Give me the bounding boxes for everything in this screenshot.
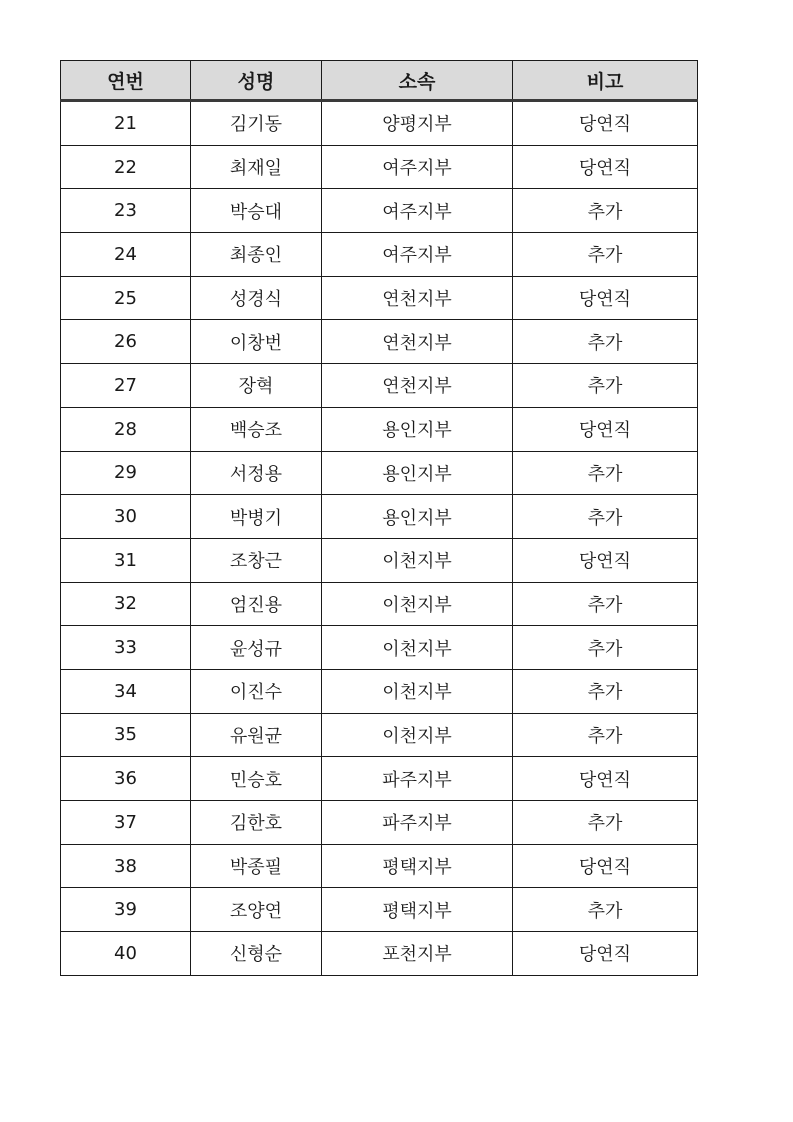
cell-affiliation: 이천지부 — [322, 582, 513, 626]
cell-remarks: 추가 — [513, 713, 698, 757]
cell-name: 신형순 — [191, 932, 322, 976]
cell-serial-number: 35 — [61, 713, 191, 757]
member-roster-table — [60, 60, 698, 976]
cell-name: 박승대 — [191, 189, 322, 233]
cell-affiliation: 용인지부 — [322, 407, 513, 451]
cell-remarks: 추가 — [513, 189, 698, 233]
table-row — [61, 276, 698, 320]
table-row — [61, 713, 698, 757]
cell-remarks: 당연직 — [513, 757, 698, 801]
cell-remarks: 당연직 — [513, 101, 698, 146]
cell-serial-number: 23 — [61, 189, 191, 233]
cell-serial-number: 28 — [61, 407, 191, 451]
cell-remarks: 추가 — [513, 364, 698, 408]
cell-remarks: 추가 — [513, 451, 698, 495]
table-header — [61, 61, 698, 101]
cell-name: 장혁 — [191, 364, 322, 408]
cell-serial-number: 29 — [61, 451, 191, 495]
cell-affiliation: 여주지부 — [322, 189, 513, 233]
cell-affiliation: 양평지부 — [322, 101, 513, 146]
cell-serial-number: 30 — [61, 495, 191, 539]
cell-name: 이진수 — [191, 669, 322, 713]
cell-serial-number: 36 — [61, 757, 191, 801]
table-row — [61, 582, 698, 626]
cell-remarks: 당연직 — [513, 407, 698, 451]
cell-serial-number: 40 — [61, 932, 191, 976]
cell-remarks: 추가 — [513, 669, 698, 713]
cell-affiliation: 이천지부 — [322, 538, 513, 582]
header-affiliation: 소속 — [322, 61, 513, 101]
cell-remarks: 추가 — [513, 233, 698, 277]
cell-serial-number: 37 — [61, 801, 191, 845]
cell-name: 유원균 — [191, 713, 322, 757]
cell-name: 김기동 — [191, 101, 322, 146]
cell-name: 박종필 — [191, 844, 322, 888]
cell-name: 민승호 — [191, 757, 322, 801]
cell-remarks: 추가 — [513, 888, 698, 932]
cell-serial-number: 26 — [61, 320, 191, 364]
cell-remarks: 추가 — [513, 320, 698, 364]
table-row — [61, 101, 698, 146]
cell-affiliation: 포천지부 — [322, 932, 513, 976]
cell-affiliation: 여주지부 — [322, 145, 513, 189]
cell-remarks: 당연직 — [513, 844, 698, 888]
cell-remarks: 당연직 — [513, 145, 698, 189]
cell-name: 성경식 — [191, 276, 322, 320]
cell-name: 조양연 — [191, 888, 322, 932]
header-remarks: 비고 — [513, 61, 698, 101]
cell-name: 서정용 — [191, 451, 322, 495]
cell-name: 엄진용 — [191, 582, 322, 626]
table-row — [61, 233, 698, 277]
table-row — [61, 932, 698, 976]
cell-affiliation: 파주지부 — [322, 801, 513, 845]
table-row — [61, 189, 698, 233]
table-row — [61, 626, 698, 670]
cell-serial-number: 39 — [61, 888, 191, 932]
cell-name: 이창번 — [191, 320, 322, 364]
cell-affiliation: 이천지부 — [322, 669, 513, 713]
cell-affiliation: 용인지부 — [322, 495, 513, 539]
cell-serial-number: 38 — [61, 844, 191, 888]
cell-remarks: 당연직 — [513, 276, 698, 320]
table-row — [61, 888, 698, 932]
cell-affiliation: 파주지부 — [322, 757, 513, 801]
cell-name: 조창근 — [191, 538, 322, 582]
cell-serial-number: 24 — [61, 233, 191, 277]
cell-serial-number: 22 — [61, 145, 191, 189]
cell-serial-number: 34 — [61, 669, 191, 713]
table-row — [61, 364, 698, 408]
table-row — [61, 669, 698, 713]
cell-affiliation: 연천지부 — [322, 276, 513, 320]
header-name: 성명 — [191, 61, 322, 101]
header-serial-number: 연번 — [61, 61, 191, 101]
cell-serial-number: 21 — [61, 101, 191, 146]
cell-remarks: 추가 — [513, 582, 698, 626]
cell-name: 박병기 — [191, 495, 322, 539]
table-row — [61, 407, 698, 451]
table-row — [61, 320, 698, 364]
table-row — [61, 451, 698, 495]
cell-affiliation: 평택지부 — [322, 844, 513, 888]
cell-remarks: 추가 — [513, 626, 698, 670]
cell-affiliation: 연천지부 — [322, 320, 513, 364]
cell-name: 백승조 — [191, 407, 322, 451]
cell-remarks: 당연직 — [513, 932, 698, 976]
cell-affiliation: 여주지부 — [322, 233, 513, 277]
cell-remarks: 추가 — [513, 495, 698, 539]
cell-affiliation: 용인지부 — [322, 451, 513, 495]
table-row — [61, 757, 698, 801]
cell-name: 윤성규 — [191, 626, 322, 670]
cell-affiliation: 평택지부 — [322, 888, 513, 932]
cell-affiliation: 연천지부 — [322, 364, 513, 408]
cell-name: 최종인 — [191, 233, 322, 277]
table-row — [61, 145, 698, 189]
cell-remarks: 추가 — [513, 801, 698, 845]
cell-serial-number: 33 — [61, 626, 191, 670]
cell-affiliation: 이천지부 — [322, 626, 513, 670]
cell-name: 최재일 — [191, 145, 322, 189]
table-row — [61, 844, 698, 888]
cell-affiliation: 이천지부 — [322, 713, 513, 757]
cell-remarks: 당연직 — [513, 538, 698, 582]
header-row — [61, 61, 698, 101]
table-row — [61, 801, 698, 845]
cell-serial-number: 32 — [61, 582, 191, 626]
table-row — [61, 495, 698, 539]
cell-serial-number: 27 — [61, 364, 191, 408]
cell-serial-number: 31 — [61, 538, 191, 582]
table-row — [61, 538, 698, 582]
table-body — [61, 101, 698, 976]
cell-serial-number: 25 — [61, 276, 191, 320]
cell-name: 김한호 — [191, 801, 322, 845]
